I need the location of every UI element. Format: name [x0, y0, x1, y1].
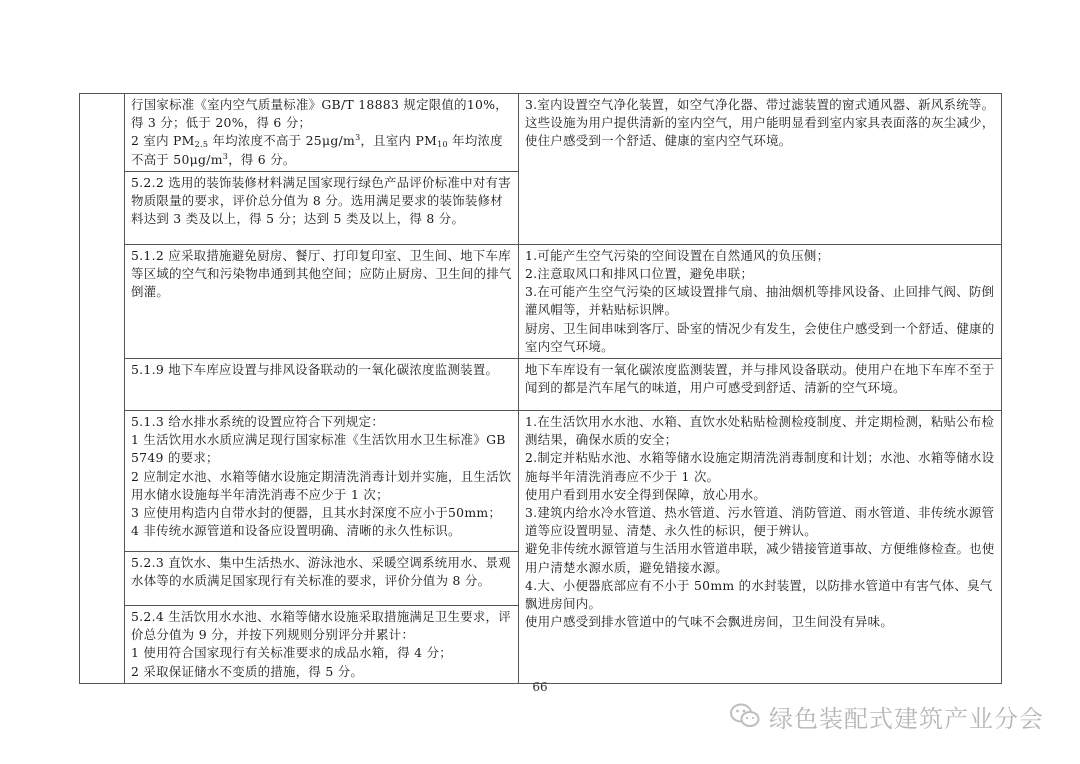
- implementation-text: 2.制定并粘贴水池、水箱等储水设施定期清洗消毒制度和计划；水池、水箱等储水设施每半年清洗消毒应不少于 1 次。: [525, 450, 995, 484]
- implementation-text: 2.注意取风口和排风口位置，避免串联；: [525, 266, 754, 282]
- watermark-text: 绿色装配式建筑产业分会: [769, 704, 1044, 733]
- standard-text: 5.2.2 选用的装饰装修材料满足国家现行绿色产品评价标准中对有害物质限量的要求，评价总分值为 8 分。选用满足要求的装饰装修材料达到 3 类及以上，得 5 分；达到 5 类及以上，得 8 分。: [131, 174, 511, 227]
- standard-cell: [125, 359, 519, 411]
- implementation-cell: [519, 94, 1002, 245]
- standards-table: [79, 93, 1002, 684]
- standard-text: 5.1.3 给水排水系统的设置应符合下列规定：: [131, 414, 385, 430]
- standard-text: 行国家标准《室内空气质量标准》GB/T 18883 规定限值的10%，得 3 分；低于 20%，得 6 分；: [131, 97, 508, 131]
- page-number: 66: [532, 680, 548, 694]
- standard-text: 5.1.9 地下车库应设置与排风设备联动的一氧化碳浓度监测装置。: [131, 362, 499, 378]
- standard-cell: [125, 552, 519, 606]
- implementation-cell: [519, 359, 1002, 411]
- standard-cell: [125, 244, 519, 358]
- standard-text: 4 非传统水源管道和设备应设置明确、清晰的永久性标识。: [131, 523, 461, 539]
- watermark: [729, 700, 1044, 732]
- implementation-text: 使用户看到用水安全得到保障，放心用水。: [525, 486, 767, 502]
- standard-text: 2 采取保证储水不变质的措施，得 5 分。: [131, 663, 364, 679]
- implementation-text: 厨房、卫生间串味到客厅、卧室的情况少有发生，会使住户感受到一个舒适、健康的室内空气环境。: [525, 320, 995, 354]
- standard-text: 3 应使用构造内自带水封的便器，且其水封深度不应小于50mm；: [131, 505, 502, 521]
- implementation-text: 避免非传统水源管道与生活用水管道串联，减少错接管道事故、方便维修检查。也使用户清楚水源水质，避免错接水源。: [525, 541, 995, 575]
- wechat-icon: [729, 702, 761, 730]
- implementation-cell: [519, 244, 1002, 358]
- implementation-text: 3.室内设置空气净化装置，如空气净化器、带过滤装置的窗式通风器、新风系统等。这些设施为用户提供清新的室内空气，用户能明显看到室内家具表面落的灰尘减少，使住户感受到一个舒适、健康的室内空气环境。: [525, 97, 995, 149]
- standard-text: 2 应制定水池、水箱等储水设施定期清洗消毒计划并实施，且生活饮用水储水设施每半年清洗消毒不应少于 1 次；: [131, 468, 512, 502]
- standard-cell: [125, 171, 519, 244]
- standard-cell: [125, 94, 519, 172]
- standard-text: 2 室内 $PM_{2.5}$ 年均浓度不高于 $25\mu g/m^3$，且室内 $PM_{10}$ 年均浓度不高于 $50\mu g/m^3$，得 6 分。: [131, 133, 503, 167]
- standard-text: 5.2.3 直饮水、集中生活热水、游泳池水、采暖空调系统用水、景观水体等的水质满足国家现行有关标准的要求，评价分值为 8 分。: [131, 555, 511, 589]
- table-row: [80, 94, 1002, 172]
- implementation-text: 3.建筑内给水冷水管道、热水管道、污水管道、消防管道、雨水管道、非传统水源管道等应设置明显、清楚、永久性的标识，便于辨认。: [525, 505, 995, 539]
- standard-text: 5.2.4 生活饮用水水池、水箱等储水设施采取措施满足卫生要求，评价总分值为 9 分，并按下列规则分别评分并累计：: [131, 609, 511, 643]
- standard-cell: [125, 411, 519, 552]
- implementation-text: 使用户感受到排水管道中的气味不会飘进房间，卫生间没有异味。: [525, 614, 894, 630]
- implementation-cell: [519, 411, 1002, 684]
- implementation-text: 1.在生活饮用水水池、水箱、直饮水处粘贴检测检疫制度、并定期检测，粘贴公布检测结果，确保水质的安全；: [525, 414, 995, 448]
- standard-text: 1 生活饮用水水质应满足现行国家标准《生活饮用水卫生标准》GB 5749 的要求；: [131, 432, 510, 466]
- standard-text: 1 使用符合国家现行有关标准要求的成品水箱，得 4 分；: [131, 645, 452, 661]
- table-row: [80, 359, 1002, 411]
- category-cell: [80, 94, 125, 684]
- implementation-text: 1.可能产生空气污染的空间设置在自然通风的负压侧；: [525, 247, 830, 263]
- standard-text: 5.1.2 应采取措施避免厨房、餐厅、打印复印室、卫生间、地下车库等区域的空气和污染物串通到其他空间；应防止厨房、卫生间的排气倒灌。: [131, 247, 512, 300]
- table-row: [80, 244, 1002, 358]
- standard-cell: [125, 606, 519, 684]
- table-row: [80, 411, 1002, 552]
- implementation-text: 3.在可能产生空气污染的区域设置排气扇、抽油烟机等排风设备、止回排气阀、防倒灌风帽等，并粘贴标识牌。: [525, 284, 995, 318]
- implementation-text: 地下车库设有一氧化碳浓度监测装置，并与排风设备联动。使用户在地下车库不至于闻到的都是汽车尾气的味道，用户可感受到舒适、清新的空气环境。: [525, 362, 995, 396]
- implementation-text: 4.大、小便器底部应有不小于 50mm 的水封装置，以防排水管道中有害气体、臭气飘进房间内。: [525, 577, 993, 612]
